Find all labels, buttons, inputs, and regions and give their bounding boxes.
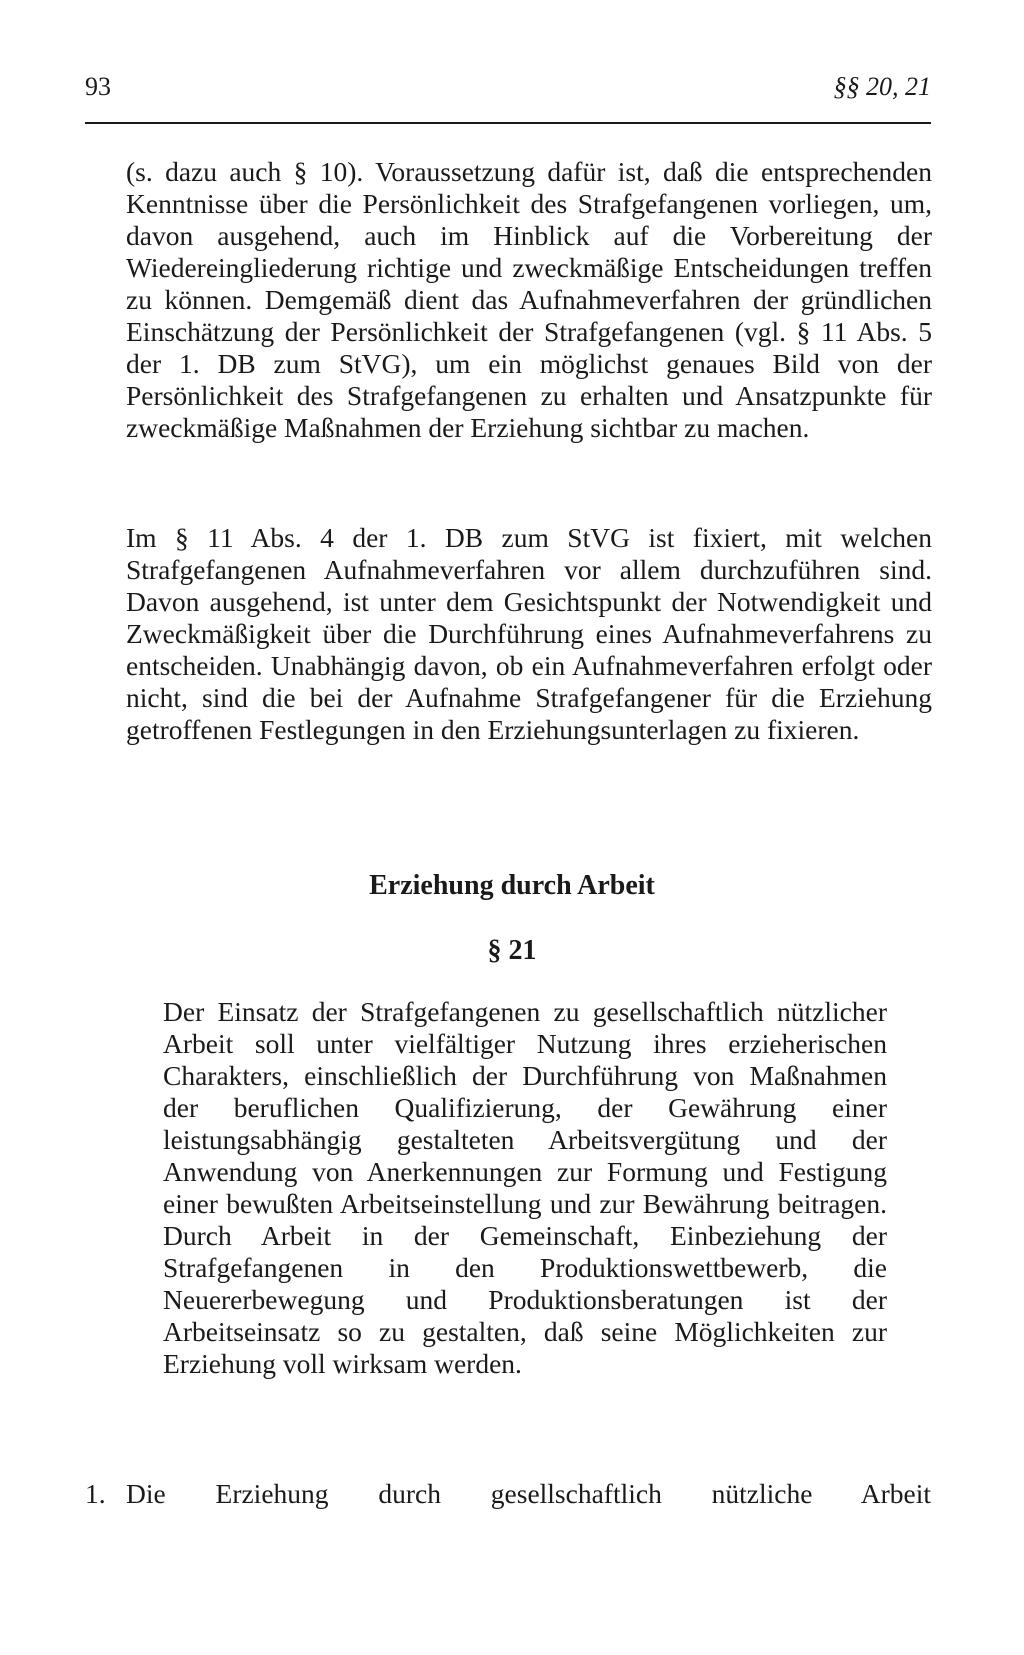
commentary-paragraph: Im § 11 Abs. 4 der 1. DB zum StVG ist fixiert, mit welchen Strafgefangenen Aufnahmeverfahren vor allem durchzuführen sind. Davon ausgehend, ist unter dem Gesichtspunkt der Notwendigkeit und Zweckmäßigkeit über die Durchführung eines Aufnahmeverfahrens zu entscheiden. Unabhängig davon, ob ein Aufnahmeverfahren erfolgt oder nicht, sind die bei der Aufnahme Strafgefangener für die Erziehung getroffenen Festlegungen in den Erziehungsunterlagen zu fixieren. <box>126 522 932 745</box>
law-text: Der Einsatz der Strafgefangenen zu gesellschaftlich nützlicher Arbeit soll unter vielfältiger Nutzung ihres erzieherischen Charakters, einschließlich der Durchführung von Maßnahmen der beruflichen Qualifizierung, der Gewährung einer leistungsabhängig gestalteten Arbeitsvergütung und der Anwendung von Anerkennungen zur Formung und Festigung einer bewußten Arbeitseinstellung und zur Bewährung beitragen. Durch Arbeit in der Gemeinschaft, Einbeziehung der Strafgefangenen in den Produktionswettbewerb, die Neuererbewegung und Produktionsberatungen ist der Arbeitseinsatz so zu gestalten, daß seine Möglichkeiten zur Erziehung voll wirksam werden. <box>163 996 887 1379</box>
paragraph-label: § 21 <box>487 935 537 966</box>
page-number: 93 <box>85 72 111 101</box>
section-title: Erziehung durch Arbeit <box>369 870 655 901</box>
law-text-block <box>163 996 887 1380</box>
commentary-block-2 <box>126 522 932 746</box>
section-reference: §§ 20, 21 <box>833 72 931 101</box>
list-item-number: 1. <box>85 1478 106 1509</box>
commentary-block-1 <box>126 156 932 444</box>
header-divider <box>85 122 931 124</box>
commentary-paragraph: (s. dazu auch § 10). Voraussetzung dafür ist, daß die entsprechenden Kenntnisse über die Persönlichkeit des Strafgefangenen vorliegen, um, davon ausgehend, auch im Hinblick auf die Vorbereitung der Wiedereingliederung richtige und zweckmäßige Entscheidungen treffen zu können. Demgemäß dient das Aufnahmeverfahren der gründlichen Einschätzung der Persönlichkeit der Strafgefangenen (vgl. § 11 Abs. 5 der 1. DB zum StVG), um ein möglichst genaues Bild von der Persönlichkeit des Strafgefangenen zu erhalten und Ansatzpunkte für zweckmäßige Maßnahmen der Erziehung sichtbar zu machen. <box>126 156 932 443</box>
list-item-text: Die Erziehung durch gesellschaftlich nützliche Arbeit <box>126 1478 931 1509</box>
page-header <box>85 72 931 112</box>
